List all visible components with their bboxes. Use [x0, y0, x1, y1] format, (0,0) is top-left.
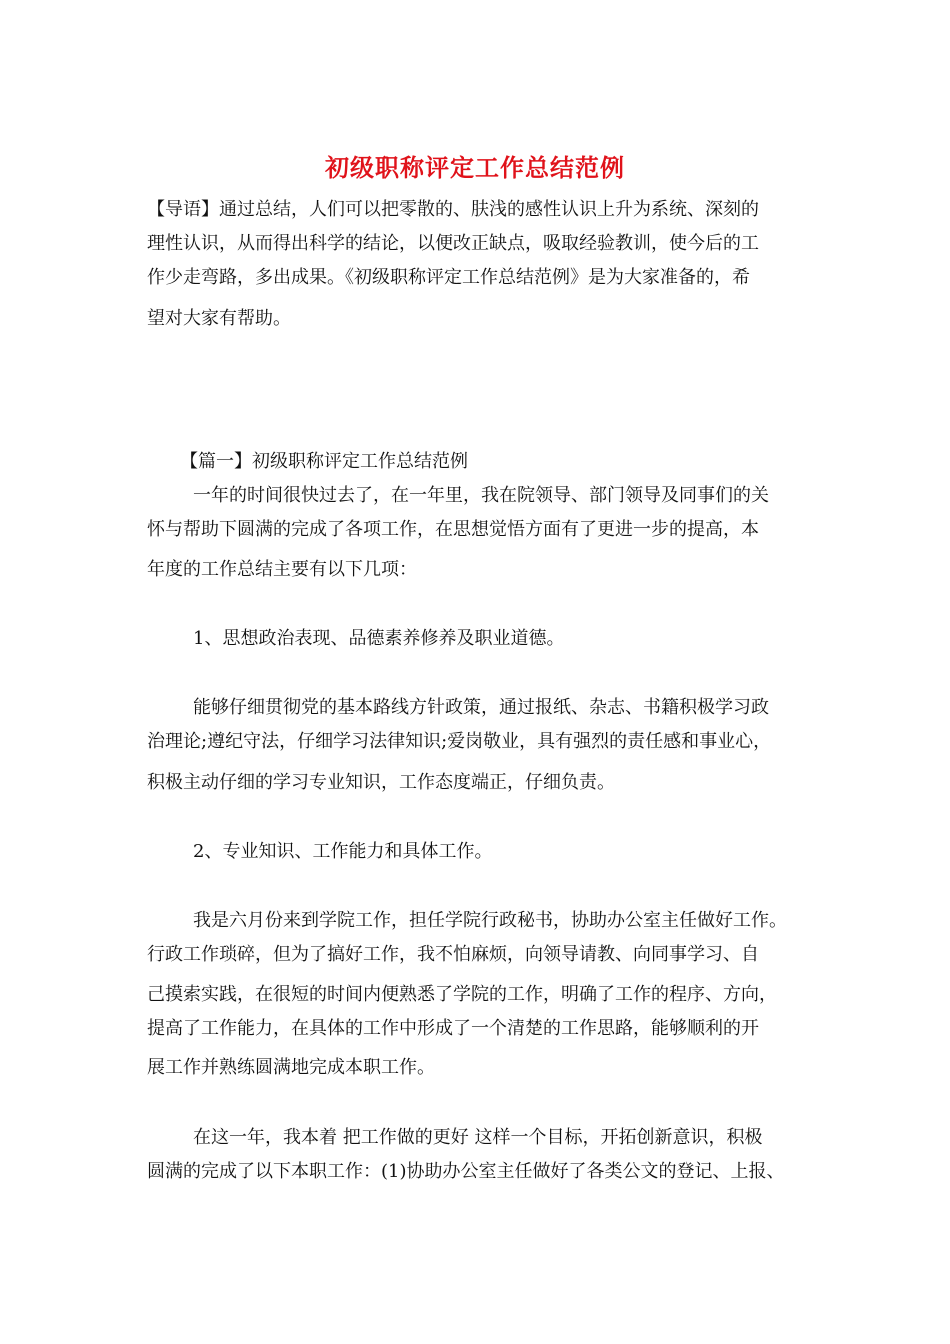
para3-line-2: 行政工作琐碎，但为了搞好工作，我不怕麻烦，向领导请教、向同事学习、自 — [147, 944, 759, 965]
para2-line-2: 治理论;遵纪守法，仔细学习法律知识;爱岗敬业，具有强烈的责任感和事业心， — [147, 731, 772, 752]
para2-line-3: 积极主动仔细的学习专业知识，工作态度端正，仔细负责。 — [147, 772, 615, 793]
para3-line-5: 展工作并熟练圆满地完成本职工作。 — [147, 1057, 435, 1078]
para4-line-2: 圆满的完成了以下本职工作：(1)协助办公室主任做好了各类公文的登记、上报、 — [147, 1161, 785, 1182]
para2-line-1: 能够仔细贯彻党的基本路线方针政策，通过报纸、杂志、书籍积极学习政 — [193, 697, 769, 718]
para1-line-3: 年度的工作总结主要有以下几项： — [147, 559, 417, 580]
section-heading: 【篇一】初级职称评定工作总结范例 — [180, 451, 468, 472]
item-heading-2: 2、专业知识、工作能力和具体工作。 — [193, 841, 493, 862]
intro-line-3: 作少走弯路，多出成果。《初级职称评定工作总结范例》是为大家准备的，希 — [147, 267, 750, 288]
item-heading-1: 1、思想政治表现、品德素养修养及职业道德。 — [193, 628, 565, 649]
para3-line-4: 提高了工作能力，在具体的工作中形成了一个清楚的工作思路，能够顺利的开 — [147, 1018, 759, 1039]
para3-line-3: 己摸索实践，在很短的时间内便熟悉了学院的工作，明确了工作的程序、方向， — [147, 984, 777, 1005]
document-title: 初级职称评定工作总结范例 — [325, 153, 625, 182]
intro-line-1: 【导语】通过总结，人们可以把零散的、肤浅的感性认识上升为系统、深刻的 — [147, 199, 759, 220]
para4-line-1: 在这一年，我本着 把工作做的更好 这样一个目标，开拓创新意识，积极 — [193, 1127, 763, 1148]
para1-line-2: 怀与帮助下圆满的完成了各项工作，在思想觉悟方面有了更进一步的提高，本 — [147, 519, 759, 540]
para3-line-1: 我是六月份来到学院工作，担任学院行政秘书，协助办公室主任做好工作。 — [193, 910, 787, 931]
intro-line-2: 理性认识，从而得出科学的结论，以便改正缺点，吸取经验教训，使今后的工 — [147, 233, 759, 254]
para1-line-1: 一年的时间很快过去了，在一年里，我在院领导、部门领导及同事们的关 — [193, 485, 769, 506]
intro-line-4: 望对大家有帮助。 — [147, 308, 291, 329]
